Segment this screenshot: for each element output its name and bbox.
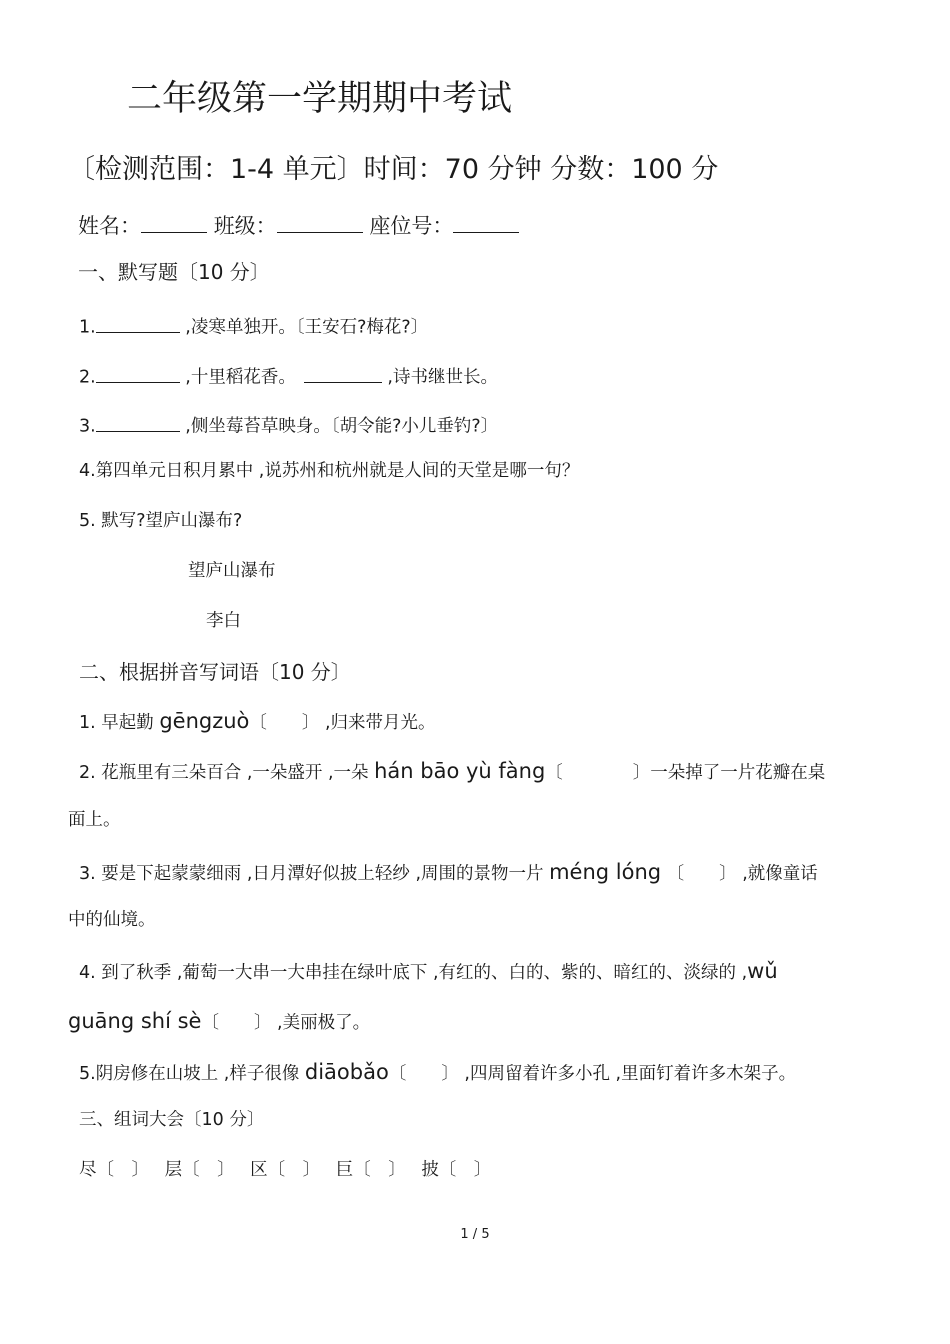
s1-q1-num: 1. bbox=[79, 317, 96, 338]
s1-question-4: 4.第四单元日积月累中 ,说苏州和杭州就是人间的天堂是哪一句？ bbox=[79, 461, 580, 481]
word-item-qu[interactable]: 区〔 〕 bbox=[250, 1160, 321, 1180]
s2-q4-answer-box[interactable]: 〔 〕 bbox=[201, 1013, 272, 1033]
s2-q3-pinyin: méng lóng bbox=[549, 860, 662, 884]
s2-q1-text: 1. 早起勤 bbox=[79, 713, 160, 733]
s2-q4-continuation bbox=[68, 1011, 370, 1033]
s2-q5-answer-box[interactable]: 〔 〕 bbox=[388, 1064, 459, 1084]
s2-q2-pinyin: hán bāo yù fàng bbox=[374, 759, 546, 783]
s2-q2-text-end: 一朵掉了一片花瓣在桌 bbox=[650, 763, 826, 783]
page-title: 二年级第一学期期中考试 bbox=[127, 79, 513, 119]
s2-q4-pinyin: wǔ bbox=[747, 959, 778, 983]
section2-heading: 二、根据拼音写词语〔10 分〕 bbox=[79, 660, 351, 684]
exam-subtitle: 〔检测范围：1-4 单元〕时间：70 分钟 分数：100 分 bbox=[68, 154, 719, 185]
s2-question-4 bbox=[79, 961, 778, 983]
seat-blank[interactable] bbox=[453, 211, 519, 233]
s2-q2-text: 2. 花瓶里有三朵百合 ,一朵盛开 ,一朵 bbox=[79, 763, 375, 783]
s2-q1-pinyin: gēngzuò bbox=[159, 709, 250, 733]
s1-q3-num: 3. bbox=[79, 416, 96, 437]
word-item-ju[interactable]: 巨〔 〕 bbox=[335, 1160, 406, 1180]
s2-q3-text: 3. 要是下起蒙蒙细雨 ,日月潭好似披上轻纱 ,周围的景物一片 bbox=[79, 864, 550, 884]
s2-q1-text-end: ,归来带月光。 bbox=[319, 713, 436, 733]
s1-q1-blank[interactable] bbox=[96, 314, 180, 333]
poem-title: 望庐山瀑布 bbox=[188, 561, 276, 581]
class-label: 班级： bbox=[213, 214, 277, 238]
s2-question-2 bbox=[79, 761, 825, 783]
student-info-line bbox=[78, 211, 519, 237]
word-item-jin[interactable]: 尽〔 〕 bbox=[79, 1160, 149, 1180]
seat-label: 座位号： bbox=[369, 214, 454, 238]
s1-q3-text: ,侧坐莓苔草映身。〔胡令能?小儿垂钓?〕 bbox=[179, 416, 499, 437]
s2-q4-text: 4. 到了秋季 ,葡萄一大串一大串挂在绿叶底下 ,有红的、白的、紫的、暗红的、淡绿的 , bbox=[79, 963, 748, 983]
word-group-row bbox=[79, 1162, 491, 1180]
s2-q4-text-end: ,美丽极了。 bbox=[271, 1013, 371, 1033]
s2-question-5 bbox=[79, 1062, 796, 1084]
name-label: 姓名： bbox=[78, 214, 141, 238]
s2-q2-continuation: 面上。 bbox=[68, 810, 121, 830]
s2-q5-text: 5.阴房修在山坡上 ,样子很像 bbox=[79, 1064, 305, 1084]
section3-heading: 三、组词大会〔10 分〕 bbox=[79, 1110, 265, 1130]
s2-question-3 bbox=[79, 862, 818, 884]
s1-question-3 bbox=[79, 413, 498, 436]
s1-q2-text-1: ,十里稻花香。 bbox=[179, 367, 296, 388]
s1-q2-blank-2[interactable] bbox=[304, 364, 382, 383]
s2-q3-continuation: 中的仙境。 bbox=[68, 910, 156, 930]
s1-q1-text: ,凌寒单独开。〔王安石?梅花?〕 bbox=[179, 317, 429, 338]
s1-q3-blank[interactable] bbox=[96, 413, 180, 432]
s1-q2-text-2: ,诗书继世长。 bbox=[381, 367, 498, 388]
s2-q1-answer-box[interactable]: 〔 〕 bbox=[249, 713, 320, 733]
s2-q3-answer-box[interactable]: 〔 〕 bbox=[661, 864, 737, 884]
s2-q2-answer-box[interactable]: 〔 〕 bbox=[545, 763, 651, 783]
class-blank[interactable] bbox=[277, 211, 363, 233]
s2-q5-text-end: ,四周留着许多小孔 ,里面钉着许多木架子。 bbox=[458, 1064, 797, 1084]
s2-q5-pinyin: diāobǎo bbox=[304, 1060, 389, 1084]
section1-heading: 一、默写题〔10 分〕 bbox=[78, 260, 270, 284]
s1-question-5: 5. 默写?望庐山瀑布? bbox=[79, 511, 243, 531]
s1-q2-blank-1[interactable] bbox=[96, 364, 180, 383]
poem-author: 李白 bbox=[206, 611, 241, 631]
s1-q2-num: 2. bbox=[79, 367, 96, 388]
s2-question-1 bbox=[79, 711, 436, 733]
s1-question-1 bbox=[79, 314, 428, 337]
page-number: 1 / 5 bbox=[460, 1227, 490, 1242]
s1-question-2 bbox=[79, 364, 498, 387]
word-item-pi[interactable]: 披〔 〕 bbox=[421, 1160, 492, 1180]
name-blank[interactable] bbox=[141, 211, 207, 233]
word-item-ceng[interactable]: 层〔 〕 bbox=[164, 1160, 235, 1180]
s2-q3-text-end: ,就像童话 bbox=[736, 864, 818, 884]
s2-q4-pinyin-cont: guāng shí sè bbox=[68, 1009, 202, 1033]
